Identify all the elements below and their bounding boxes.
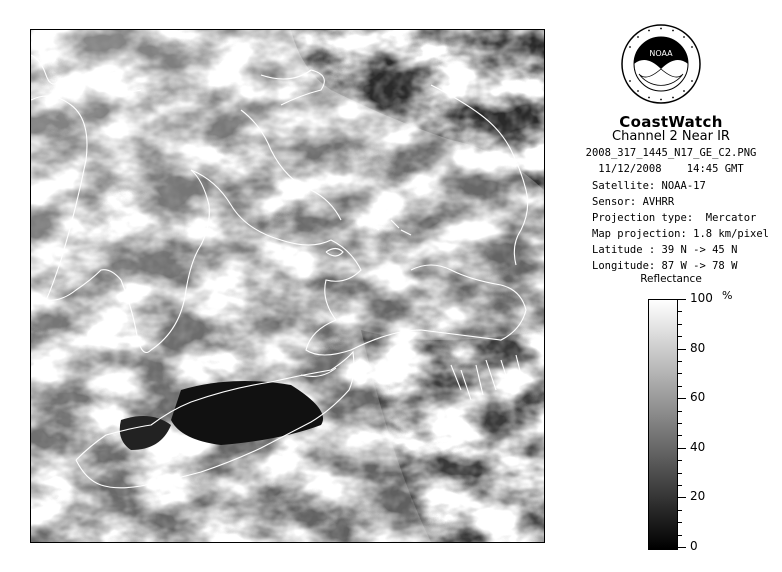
colorbar-tick-label: 20	[690, 489, 706, 504]
colorbar-tick	[678, 547, 686, 548]
longitude-label: Longitude: 87 W -> 78 W	[592, 260, 738, 272]
satellite-label: Satellite: NOAA-17	[592, 180, 706, 192]
colorbar-tick	[678, 510, 682, 511]
colorbar-tick	[678, 423, 682, 424]
colorbar-tick	[678, 497, 686, 498]
satellite-image-canvas	[31, 30, 544, 542]
colorbar-tick	[678, 473, 682, 474]
colorbar-tick	[678, 336, 682, 337]
colorbar-tick	[678, 361, 682, 362]
colorbar-tick	[678, 349, 686, 350]
projection-type-label: Projection type: Mercator	[592, 212, 757, 224]
colorbar-tick-label: 0	[690, 539, 698, 553]
colorbar-tick-label: 80	[690, 340, 706, 355]
legend-panel	[560, 0, 782, 572]
colorbar-tick	[678, 398, 686, 399]
colorbar-tick	[678, 411, 682, 412]
colorbar-tick	[678, 485, 682, 486]
latitude-label: Latitude : 39 N -> 45 N	[592, 244, 738, 256]
colorbar-tick-label: 40	[690, 439, 706, 454]
colorbar-tick	[678, 448, 686, 449]
colorbar-tick	[678, 386, 682, 387]
colorbar-tick	[678, 435, 682, 436]
colorbar-tick	[678, 299, 686, 300]
map-projection-label: Map projection: 1.8 km/pixel	[592, 228, 770, 240]
channel-label: Channel 2 Near IR	[612, 129, 730, 144]
colorbar-tick	[678, 324, 682, 325]
filename-label: 2008_317_1445_N17_GE_C2.PNG	[585, 147, 757, 159]
colorbar-tick-label: 60	[690, 390, 706, 405]
colorbar-tick	[678, 373, 682, 374]
colorbar-tick	[678, 522, 682, 523]
colorbar-tick	[678, 535, 682, 536]
colorbar	[648, 299, 678, 550]
colorbar-title: Reflectance	[640, 273, 702, 285]
colorbar-tick	[678, 460, 682, 461]
colorbar-tick-label: 100	[690, 291, 713, 305]
sensor-label: Sensor: AVHRR	[592, 196, 675, 208]
noaa-logo-icon	[621, 24, 701, 104]
logo-center-text: NOAA	[649, 49, 673, 58]
datetime-label: 11/12/2008 14:45 GMT	[598, 163, 744, 175]
brand-title: CoastWatch	[619, 113, 723, 131]
satellite-image	[30, 29, 545, 543]
colorbar-tick	[678, 311, 682, 312]
colorbar-unit: %	[722, 289, 733, 302]
